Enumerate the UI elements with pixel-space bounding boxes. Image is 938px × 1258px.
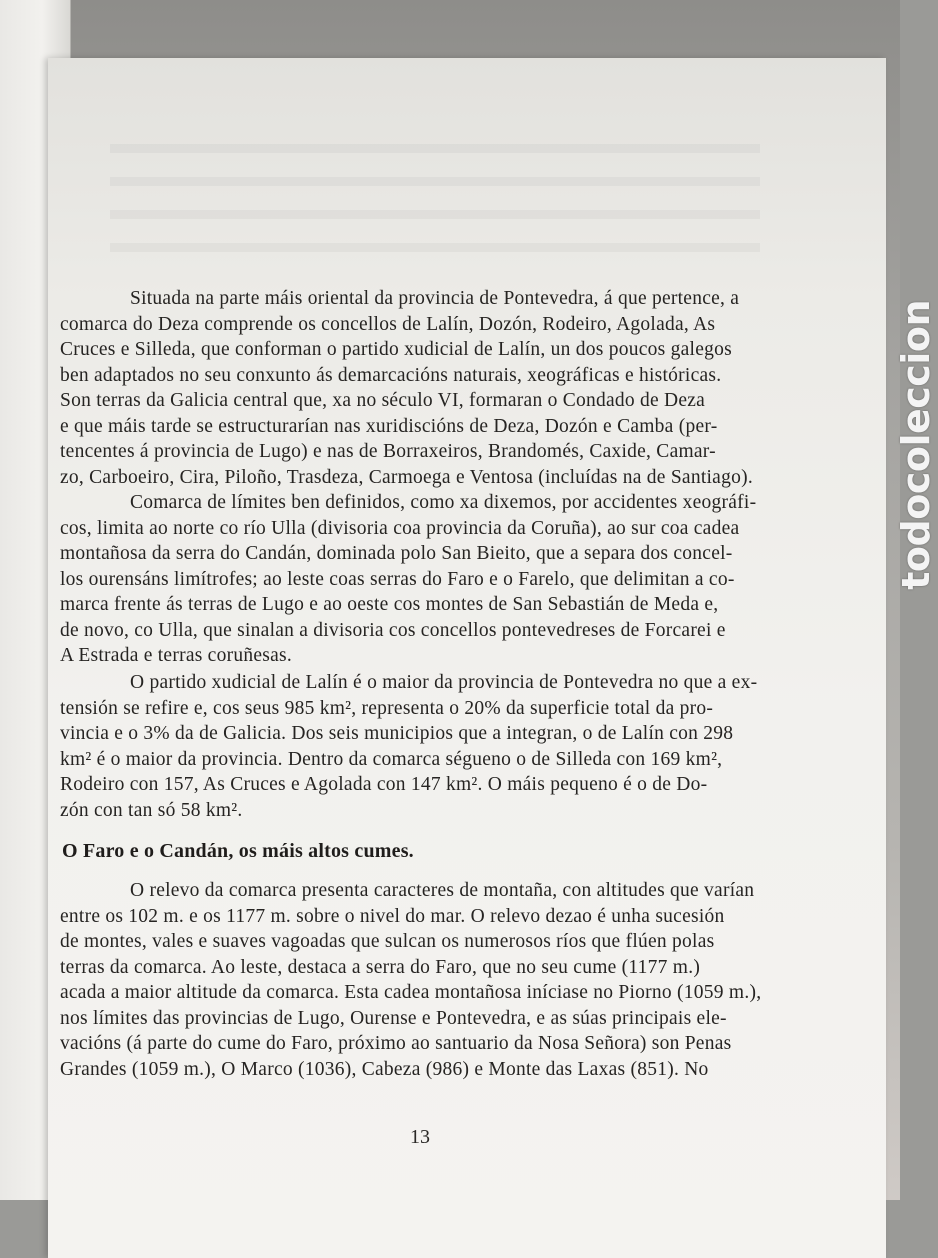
text-line: ben adaptados no seu conxunto ás demarcacións naturais, xeográficas e históricas. bbox=[60, 364, 722, 386]
text-line: Grandes (1059 m.), O Marco (1036), Cabeza (986) e Monte das Laxas (851). No bbox=[60, 1058, 709, 1080]
page-number: 13 bbox=[410, 1126, 430, 1148]
text-line: Situada na parte máis oriental da provincia de Pontevedra, á que pertence, a bbox=[130, 288, 740, 309]
paragraph-4 bbox=[60, 878, 840, 1082]
text-line: acada a maior altitude da comarca. Esta cadea montañosa iníciase no Piorno (1059 m.), bbox=[60, 982, 762, 1003]
text-line: de montes, vales e suaves vagoadas que sulcan os numerosos ríos que flúen polas bbox=[60, 931, 715, 952]
text-line: vacións (á parte do cume do Faro, próximo ao santuario da Nosa Señora) son Penas bbox=[60, 1033, 732, 1054]
text-line: zo, Carboeiro, Cira, Piloño, Trasdeza, Carmoega e Ventosa (incluídas na de Santiago). bbox=[60, 466, 753, 488]
watermark bbox=[854, 10, 938, 590]
watermark-text: todocoleccion bbox=[894, 300, 938, 590]
book-page bbox=[48, 58, 886, 1258]
text-line: tencentes á provincia de Lugo) e nas de Borraxeiros, Brandomés, Caxide, Camar- bbox=[60, 441, 716, 462]
text-line: Cruces e Silleda, que conforman o partido xudicial de Lalín, un dos poucos galegos bbox=[60, 339, 732, 360]
text-line: de novo, co Ulla, que sinalan a divisoria cos concellos pontevedreses de Forcarei e bbox=[60, 619, 726, 641]
text-line: cos, limita ao norte co río Ulla (divisoria coa provincia da Coruña), ao sur coa cadea bbox=[60, 517, 740, 539]
text-line: O relevo da comarca presenta caracteres de montaña, con altitudes que varían bbox=[130, 880, 755, 901]
text-line: e que máis tarde se estructurarían nas xuridiscións de Deza, Dozón e Camba (per- bbox=[60, 415, 718, 437]
text-line: marca frente ás terras de Lugo e ao oeste cos montes de San Sebastián de Meda e, bbox=[60, 594, 719, 615]
section-heading: O Faro e o Candán, os máis altos cumes. bbox=[62, 840, 414, 862]
text-line: vincia e o 3% da de Galicia. Dos seis municipios que a integran, o de Lalín con 298 bbox=[60, 723, 734, 744]
paragraph-2 bbox=[60, 490, 840, 669]
paragraph-1 bbox=[60, 286, 840, 490]
text-line: comarca do Deza comprende os concellos de Lalín, Dozón, Rodeiro, Agolada, As bbox=[60, 313, 716, 335]
show-through-text bbox=[110, 144, 760, 276]
paragraph-3 bbox=[60, 670, 840, 823]
text-line: Comarca de límites ben definidos, como xa dixemos, por accidentes xeográfi- bbox=[130, 492, 757, 513]
text-line: O partido xudicial de Lalín é o maior da provincia de Pontevedra no que a ex- bbox=[130, 672, 758, 693]
text-line: A Estrada e terras coruñesas. bbox=[60, 645, 292, 666]
text-line: los ourensáns limítrofes; ao leste coas serras do Faro e o Farelo, que delimitan a co- bbox=[60, 568, 735, 590]
text-line: Son terras da Galicia central que, xa no século VI, formaran o Condado de Deza bbox=[60, 390, 706, 411]
text-line: entre os 102 m. e os 1177 m. sobre o nivel do mar. O relevo dezao é unha sucesión bbox=[60, 905, 725, 927]
text-line: km² é o maior da provincia. Dentro da comarca ségueno o de Silleda con 169 km², bbox=[60, 748, 723, 770]
text-line: zón con tan só 58 km². bbox=[60, 799, 243, 821]
text-line: nos límites das provincias de Lugo, Ourense e Pontevedra, e as súas principais ele- bbox=[60, 1007, 727, 1029]
text-line: tensión se refire e, cos seus 985 km², representa o 20% da superficie total da pro- bbox=[60, 697, 714, 719]
text-line: montañosa da serra do Candán, dominada polo San Bieito, que a separa dos concel- bbox=[60, 543, 733, 564]
text-line: Rodeiro con 157, As Cruces e Agolada con 147 km². O máis pequeno é o de Do- bbox=[60, 774, 708, 795]
text-line: terras da comarca. Ao leste, destaca a serra do Faro, que no seu cume (1177 m.) bbox=[60, 956, 701, 978]
